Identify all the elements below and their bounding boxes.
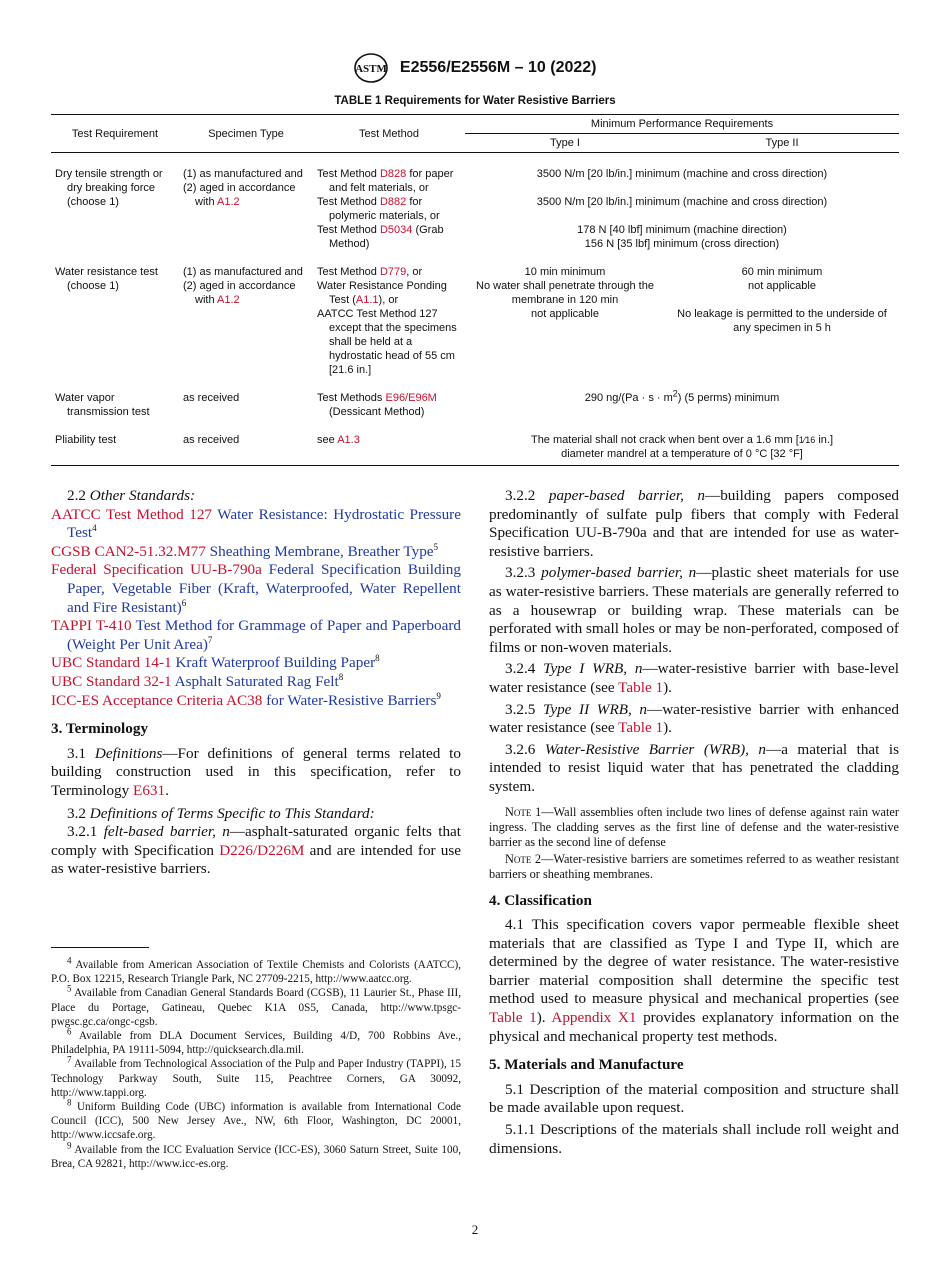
- document-header: [0, 52, 950, 84]
- link-a1-2[interactable]: A1.2: [217, 294, 240, 306]
- link-appendix-x1[interactable]: Appendix X1: [551, 1009, 637, 1027]
- table-title: TABLE 1 Requirements for Water Resistive Barriers: [334, 95, 616, 107]
- link-e96[interactable]: E96/E96M: [385, 392, 437, 404]
- footnote: $^4$ Available from American Association of Textile Chemists and Colorists (AATCC), P.O. Box 12215, Research Triangle Park, NC 27709-2215, http://www.aatcc.org.: [51, 955, 461, 986]
- section-4-heading: 4. Classification: [489, 891, 592, 909]
- paragraph-3-2-3: 3.2.3 polymer-based barrier, n—plastic sheet materials for use as water-resistive barriers. These materials are generally referred to as a housewrap or building wrap. These materials can be perforated with small holes or may be non-perforated, composed of films or non-woven materials.: [489, 564, 900, 656]
- cell-result: The material shall not crack when bent over a 1.6 mm [1⁄16 in.] diameter mandrel at a temperature of 0 °C [32 °F]: [465, 433, 899, 466]
- cell-type1: No water shall penetrate through the membrane in 120 min: [476, 280, 654, 306]
- paragraph-3-2-2: 3.2.2 paper-based barrier, n—building papers composed predominantly of sulfate pulp fibers that comply with Federal Specification UU-B-790a and that are intended for use as water-resistive barriers.: [489, 487, 899, 560]
- paragraph-3-2-6: 3.2.6 Water-Resistive Barrier (WRB), n—a material that is intended to resist liquid water that has penetrated the cladding system.: [489, 740, 899, 795]
- footnote: $^8$ Uniform Building Code (UBC) information is available from International Code Council (ICC), 500 New Jersey Ave., NW, 6th Floor, Washington, DC 20001, http://www.iccsafe.org.: [51, 1097, 461, 1142]
- link-d779[interactable]: D779: [379, 266, 407, 278]
- cell-method: Water Resistance Ponding Test (A1.1), or: [317, 280, 447, 306]
- cell-requirement: Pliability test: [55, 434, 117, 446]
- link-a1-1[interactable]: A1.1: [355, 294, 379, 306]
- header-type-1: Type I: [465, 134, 665, 153]
- cell-requirement: Water resistance test (choose 1): [55, 266, 158, 292]
- cell-type2: No leakage is permitted to the underside of any specimen in 5 h: [677, 308, 887, 334]
- table-row: [51, 433, 899, 466]
- cell-type2: 60 min minimum: [741, 266, 823, 278]
- cell-result: 3500 N/m [20 lb/in.] minimum (machine and cross direction): [536, 196, 828, 208]
- cell-specimen: as received: [183, 434, 240, 446]
- note-1: Note 1—Wall assemblies often include two lines of defense against rain water ingress. The cladding serves as the first line of defense and the water-resistive barrier as the second line of defense: [489, 804, 899, 849]
- paragraph-3-2: 3.2 Definitions of Terms Specific to This Standard:: [67, 804, 375, 822]
- footnote: $^5$ Available from Canadian General Standards Board (CGSB), 11 Laurier St., Phase III, Place du Portage, Gatineau, Quebec K1A 0S5, Canada, http://www.tpsgc-pwgsc.gc.ca/ongc-cgsb.: [51, 983, 461, 1028]
- cell-specimen: as received: [183, 392, 240, 404]
- cell-result: 3500 N/m [20 lb/in.] minimum (machine and cross direction): [536, 168, 828, 180]
- link-a1-2[interactable]: A1.2: [217, 196, 240, 208]
- cell-method: Test Method D882 for polymeric materials, or: [317, 196, 440, 222]
- header-type-2: Type II: [665, 134, 899, 153]
- link-d226[interactable]: D226/D226M: [219, 841, 305, 859]
- paragraph-3-2-5: 3.2.5 Type II WRB, n—water-resistive barrier with enhanced water resistance (see Table 1).: [489, 700, 900, 737]
- cell-method: AATCC Test Method 127 except that the specimens shall be held at a hydrostatic head of 55 cm [21.6 in.]: [317, 308, 457, 376]
- cell-specimen: (1) as manufactured and: [183, 266, 303, 278]
- page-number: 2: [471, 1222, 479, 1237]
- paragraph-3-1: 3.1 Definitions—For definitions of general terms related to building construction used in this specification, refer to Terminology E631.: [51, 744, 461, 799]
- section-5-heading: 5. Materials and Manufacture: [489, 1056, 684, 1074]
- cell-result: 156 N [35 lbf] minimum (cross direction): [584, 238, 780, 250]
- cell-requirement: Dry tensile strength or dry breaking force (choose 1): [55, 168, 163, 208]
- cell-method: Test Method D779, or: [317, 266, 423, 278]
- astm-logo-text: ASTM: [355, 63, 388, 75]
- cell-specimen-aged: (2) aged in accordance with A1.2: [183, 182, 296, 208]
- footnote: $^7$ Available from Technological Association of the Pulp and Paper Industry (TAPPI), 15 Technology Parkway South, Suite 115, Peachtree Corners, GA 30092, http://www.tappi.org.: [51, 1054, 461, 1099]
- header-specimen-type: Specimen Type: [179, 115, 313, 153]
- cell-type1: not applicable: [531, 308, 599, 320]
- section-3-heading: 3. Terminology: [51, 720, 149, 738]
- cell-method: Test Methods E96/E96M (Dessicant Method): [317, 392, 437, 418]
- paragraph-4-1: 4.1 This specification covers vapor permeable flexible sheet materials that are classified as Type I and Type II, which are determined by the degree of water resistance. The water-resistive barrier material composition shall determine the specific test method used to measure physical and mechanical properties (see Table 1). Appendix X1 provides explanatory information on the physical and mechanical property test methods.: [489, 916, 899, 1045]
- cell-method: Test Method D5034 (Grab Method): [317, 224, 444, 250]
- list-item: CGSB CAN2-51.32.M77 Sheathing Membrane, Breather Type$^5$: [51, 541, 439, 560]
- link-a1-3[interactable]: A1.3: [337, 434, 360, 446]
- table-row: [51, 265, 899, 377]
- header-test-method: Test Method: [313, 115, 465, 153]
- table-row: [51, 167, 899, 251]
- link-table-1[interactable]: Table 1: [489, 1009, 537, 1027]
- paragraph-5-1: 5.1 Description of the material composition and structure shall be made available upon request.: [489, 1080, 899, 1117]
- list-item: UBC Standard 32-1 Asphalt Saturated Rag Felt$^8$: [51, 671, 344, 690]
- paragraph-3-2-1: 3.2.1 felt-based barrier, n—asphalt-saturated organic felts that comply with Specification D226/D226M and are intended for use as water-resistive barriers.: [51, 823, 462, 878]
- list-item: UBC Standard 14-1 Kraft Waterproof Building Paper$^8$: [51, 653, 380, 672]
- link-d5034[interactable]: D5034: [379, 224, 413, 236]
- note-2: Note 2—Water-resistive barriers are sometimes referred to as weather resistant barriers or sheathing membranes.: [489, 851, 899, 881]
- table-row: [51, 391, 899, 419]
- paragraph-5-1-1: 5.1.1 Descriptions of the materials shall include roll weight and dimensions.: [489, 1121, 899, 1157]
- standard-designation: E2556/E2556M – 10 (2022): [399, 59, 597, 76]
- header-min-performance: Minimum Performance Requirements: [465, 115, 899, 134]
- list-item: ICC-ES Acceptance Criteria AC38 for Water-Resistive Barriers$^9$: [51, 690, 441, 709]
- right-column: [489, 487, 899, 1161]
- requirements-table: [51, 114, 899, 466]
- link-d828[interactable]: D828: [379, 168, 407, 180]
- list-item: AATCC Test Method 127 Water Resistance: Hydrostatic Pressure Test$^4$: [51, 505, 461, 542]
- cell-specimen-aged: (2) aged in accordance with A1.2: [183, 280, 296, 306]
- cell-result: 290 $ng/(Pa \cdot s \cdot m^2)$ (5 perms) minimum: [584, 388, 780, 404]
- link-table-1[interactable]: Table 1: [618, 719, 664, 737]
- cell-method: see A1.3: [317, 434, 360, 446]
- astm-logo-icon: [353, 52, 389, 84]
- link-d882[interactable]: D882: [379, 196, 407, 208]
- link-table-1[interactable]: Table 1: [618, 678, 664, 696]
- link-e631[interactable]: E631: [133, 781, 166, 799]
- section-2-2-heading: 2.2 Other Standards:: [67, 487, 196, 504]
- paragraph-3-2-4: 3.2.4 Type I WRB, n—water-resistive barrier with base-level water resistance (see Table 1).: [489, 660, 899, 696]
- cell-requirement: Water vapor transmission test: [55, 392, 150, 418]
- list-item: Federal Specification UU-B-790a Federal Specification Building Paper, Vegetable Fiber (Kraft, Waterproofed, Water Repellent and Fire Resistant)$^6$: [51, 561, 461, 616]
- footnote: $^9$ Available from the ICC Evaluation Service (ICC-ES), 3060 Saturn Street, Suite 100, Brea, CA 92821, http://www.icc-es.org.: [51, 1139, 461, 1170]
- cell-method: Test Method D828 for paper and felt materials, or: [317, 168, 454, 194]
- cell-type1: 10 min minimum: [524, 266, 606, 278]
- reference-list: [51, 506, 461, 711]
- footnote: $^6$ Available from DLA Document Services, Building 4/D, 700 Robbins Ave., Philadelphia, PA 19111-5094, http://quicksearch.dla.mil.: [51, 1026, 461, 1057]
- cell-specimen: (1) as manufactured and: [183, 168, 303, 180]
- cell-result: 178 N [40 lbf] minimum (machine direction): [577, 224, 787, 236]
- footnotes: [51, 955, 461, 1171]
- left-column: [51, 487, 461, 879]
- cell-type2: not applicable: [748, 280, 816, 292]
- footnote-rule: [51, 947, 149, 948]
- header-test-requirement: Test Requirement: [51, 115, 179, 153]
- list-item: TAPPI T-410 Test Method for Grammage of Paper and Paperboard (Weight Per Unit Area)$^7$: [51, 617, 461, 653]
